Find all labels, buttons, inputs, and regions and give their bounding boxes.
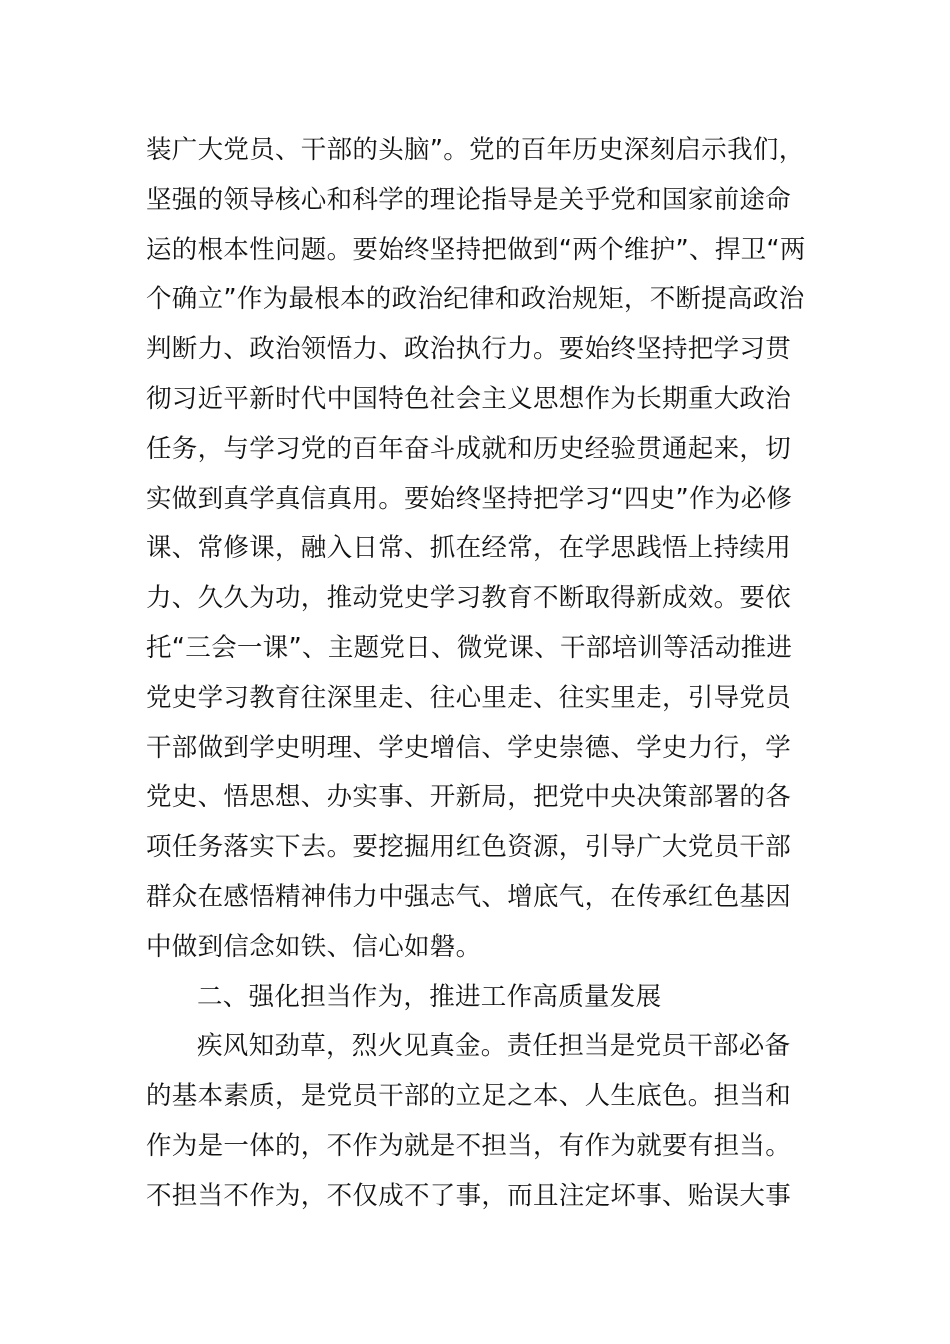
body-line: 党史、悟思想、办实事、开新局，把党中央决策部署的各 — [146, 782, 792, 813]
document-body — [146, 126, 808, 1222]
body-line: 坚强的领导核心和科学的理论指导是关乎党和国家前途命 — [146, 184, 792, 215]
body-line: 实做到真学真信真用。要始终坚持把学习“四史”作为必修 — [146, 483, 793, 514]
body-line: 判断力、政治领悟力、政治执行力。要始终坚持把学习贯 — [146, 334, 792, 365]
body-line: 作为是一体的，不作为就是不担当，有作为就要有担当。 — [146, 1130, 792, 1161]
body-line: 运的根本性问题。要始终坚持把做到“两个维护”、捍卫“两 — [146, 234, 806, 265]
body-line: 项任务落实下去。要挖掘用红色资源，引导广大党员干部 — [146, 832, 792, 863]
body-line: 装广大党员、干部的头脑”。党的百年历史深刻启示我们， — [146, 135, 805, 165]
body-line: 群众在感悟精神伟力中强志气、增底气，在传承红色基因 — [146, 881, 792, 912]
section-heading: 二、强化担当作为，推进工作高质量发展 — [197, 981, 662, 1012]
body-line: 托“三会一课”、主题党日、微党课、干部培训等活动推进 — [146, 632, 793, 663]
body-line: 课、常修课，融入日常、抓在经常，在学思践悟上持续用 — [146, 533, 792, 564]
body-line: 干部做到学史明理、学史增信、学史崇德、学史力行，学 — [146, 732, 792, 763]
paragraph-first-line: 疾风知劲草，烈火见真金。责任担当是党员干部必备 — [197, 1031, 791, 1062]
body-line: 中做到信念如铁、信心如磐。 — [146, 931, 482, 962]
body-line: 力、久久为功，推动党史学习教育不断取得新成效。要依 — [146, 583, 792, 614]
body-line: 党史学习教育往深里走、往心里走、往实里走，引导党员 — [146, 682, 792, 713]
body-line: 彻习近平新时代中国特色社会主义思想作为长期重大政治 — [146, 383, 792, 414]
body-line: 不担当不作为，不仅成不了事，而且注定坏事、贻误大事 — [146, 1180, 792, 1211]
body-line: 任务，与学习党的百年奋斗成就和历史经验贯通起来，切 — [146, 433, 792, 464]
body-line: 个确立”作为最根本的政治纪律和政治规矩，不断提高政治 — [146, 284, 805, 315]
body-line: 的基本素质，是党员干部的立足之本、人生底色。担当和 — [146, 1081, 792, 1112]
